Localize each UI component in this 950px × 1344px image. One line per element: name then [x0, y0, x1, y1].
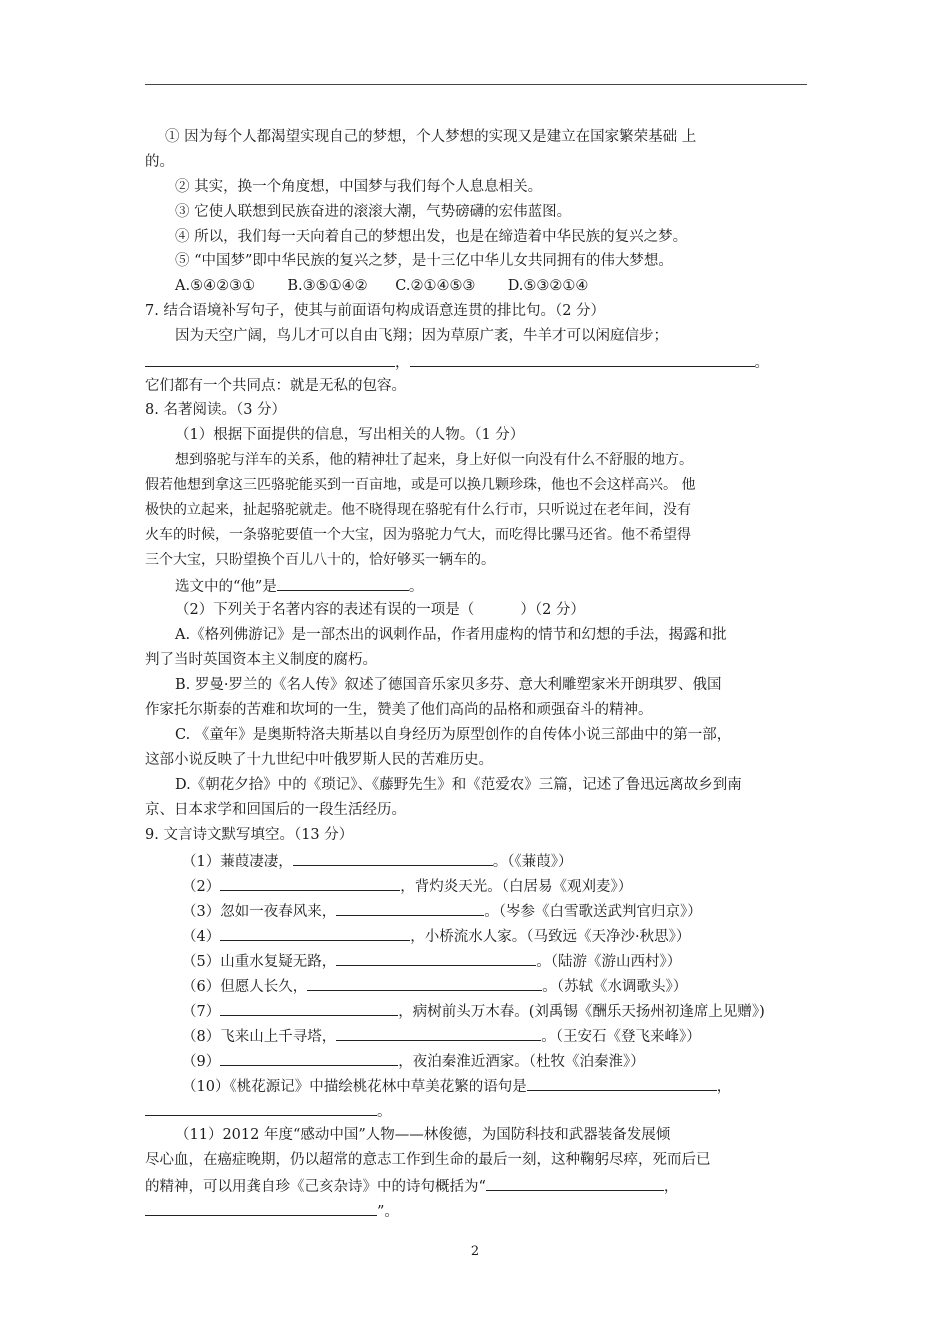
- option-d-line-1: D.《朝花夕拾》中的《琐记》、《藤野先生》和《范爱农》三篇，记述了鲁迅远离故乡到南: [175, 777, 742, 793]
- q8-title: 8. 名著阅读。（3 分）: [145, 402, 287, 418]
- q9-item-5: （5）山重水复疑无路， 。（陆游《游山西村》）: [182, 950, 681, 972]
- q9-item-10-cont: 。: [145, 1100, 392, 1122]
- sentence-2: ② 其实，换一个角度想，中国梦与我们每个人息息相关。: [175, 179, 543, 195]
- q7-blank-1[interactable]: [145, 351, 395, 367]
- q7-answer-line: ， 。: [145, 351, 769, 373]
- option-b-line-1: B. 罗曼·罗兰的《名人传》叙述了德国音乐家贝多芬、意大利雕塑家米开朗琪罗、俄国: [175, 677, 722, 693]
- q9-11-blank-1[interactable]: [486, 1175, 664, 1191]
- q7-last: 它们都有一个共同点：就是无私的包容。: [145, 378, 406, 394]
- passage-line-1: 想到骆驼与洋车的关系，他的精神壮了起来，身上好似一向没有什么不舒服的地方。: [175, 452, 693, 468]
- q9-item-9: （9） ，夜泊秦淮近酒家。（杜牧《泊秦淮》）: [182, 1050, 645, 1072]
- q9-3-blank[interactable]: [336, 900, 484, 916]
- sentence-5: ⑤ “中国梦”即中华民族的复兴之梦，是十三亿中华儿女共同拥有的伟大梦想。: [175, 253, 673, 269]
- q9-item-11-line-3: 的精神，可以用龚自珍《己亥杂诗》中的诗句概括为“ ，: [145, 1175, 678, 1197]
- q9-7-blank[interactable]: [220, 1000, 398, 1016]
- option-d-line-2: 京、日本求学和回国后的一段生活经历。: [145, 802, 406, 818]
- passage-line-3: 极快的立起来，扯起骆驼就走。他不晓得现在骆驼有什么行市，只听说过在老年间，没有: [145, 502, 691, 518]
- option-c-line-1: C. 《童年》是奥斯特洛夫斯基以自身经历为原型创作的自传体小说三部曲中的第一部，: [175, 727, 732, 743]
- q9-4-blank[interactable]: [220, 925, 410, 941]
- q9-10-blank-1[interactable]: [527, 1075, 717, 1091]
- sentence-4: ④ 所以，我们每一天向着自己的梦想出发，也是在缔造着中华民族的复兴之梦。: [175, 229, 688, 245]
- q9-item-11-line-4: ”。: [145, 1200, 399, 1222]
- q9-title: 9. 文言诗文默写填空。（13 分）: [145, 827, 354, 843]
- option-b-line-2: 作家托尔斯泰的苦难和坎坷的一生，赞美了他们高尚的品格和顽强奋斗的精神。: [145, 702, 653, 718]
- q7-text: 因为天空广阔，鸟儿才可以自由飞翔；因为草原广袤，牛羊才可以闲庭信步；: [175, 328, 668, 344]
- q9-5-blank[interactable]: [336, 950, 536, 966]
- sentence-3: ③ 它使人联想到民族奋进的滚滚大潮，气势磅礴的宏伟蓝图。: [175, 204, 572, 220]
- q7-title: 7. 结合语境补写句子，使其与前面语句构成语意连贯的排比句。（2 分）: [145, 303, 606, 319]
- q9-item-11-line-2: 尽心血，在癌症晚期，仍以超常的意志工作到生命的最后一刻，这种鞠躬尽瘁，死而后已: [145, 1152, 711, 1168]
- option-a-line-1: A.《格列佛游记》是一部杰出的讽刺作品，作者用虚构的情节和幻想的手法，揭露和批: [175, 627, 727, 643]
- q9-item-3: （3）忽如一夜春风来， 。（岑参《白雪歌送武判官归京》）: [182, 900, 702, 922]
- passage-line-5: 三个大宝，只盼望换个百儿八十的，恰好够买一辆车的。: [145, 552, 495, 568]
- sentence-1-cont: 的。: [145, 154, 174, 170]
- q9-item-4: （4） ，小桥流水人家。（马致远《天净沙·秋思》）: [182, 925, 690, 947]
- q9-9-blank[interactable]: [220, 1050, 398, 1066]
- q9-6-blank[interactable]: [307, 975, 542, 991]
- page-number: 2: [470, 1244, 480, 1259]
- passage-line-2: 假若他想到拿这三匹骆驼能买到一百亩地，或是可以换几颗珍珠，他也不会这样高兴。 他: [145, 477, 696, 493]
- sentence-1: ① 因为每个人都渴望实现自己的梦想，个人梦想的实现又是建立在国家繁荣基础 上: [165, 129, 697, 145]
- q6-options: A.⑤④②③① B.③⑤①④② C.②①④⑤③ D.⑤③②①④: [175, 278, 589, 294]
- q9-item-10: （10）《桃花源记》中描绘桃花林中草美花繁的语句是 ，: [182, 1075, 731, 1097]
- q9-item-2: （2） ，背灼炎天光。（白居易《观刈麦》）: [182, 875, 632, 897]
- q9-2-blank[interactable]: [220, 875, 400, 891]
- q9-item-8: （8）飞来山上千寻塔， 。（王安石《登飞来峰》）: [182, 1025, 701, 1047]
- q9-1-blank[interactable]: [293, 850, 493, 866]
- header-rule: [145, 84, 807, 85]
- q9-8-blank[interactable]: [336, 1025, 541, 1041]
- q9-item-1: （1）蒹葭凄凄， 。（《蒹葭》）: [182, 850, 572, 872]
- q9-item-6: （6）但愿人长久， 。（苏轼《水调歌头》）: [182, 975, 687, 997]
- q8-1-answer: 选文中的“他”是 。: [175, 575, 423, 597]
- q9-11-blank-2[interactable]: [145, 1200, 377, 1216]
- q9-10-blank-2[interactable]: [145, 1100, 377, 1116]
- option-a-line-2: 判了当时英国资本主义制度的腐朽。: [145, 652, 377, 668]
- passage-line-4: 火车的时候，一条骆驼要值一个大宝，因为骆驼力气大，而吃得比骡马还省。他不希望得: [145, 527, 691, 543]
- q8-1-blank[interactable]: [277, 575, 409, 591]
- option-c-line-2: 这部小说反映了十九世纪中叶俄罗斯人民的苦难历史。: [145, 752, 493, 768]
- q8-1: （1）根据下面提供的信息，写出相关的人物。（1 分）: [175, 427, 525, 443]
- q9-item-11-line-1: （11）2012 年度“感动中国”人物——林俊德，为国防科技和武器装备发展倾: [175, 1127, 671, 1143]
- q7-blank-2[interactable]: [410, 351, 755, 367]
- q8-2: （2）下列关于名著内容的表述有误的一项是（ ）（2 分）: [175, 602, 585, 618]
- q9-item-7: （7） ，病树前头万木春。(刘禹锡《酬乐天扬州初逢席上见赠》): [182, 1000, 765, 1022]
